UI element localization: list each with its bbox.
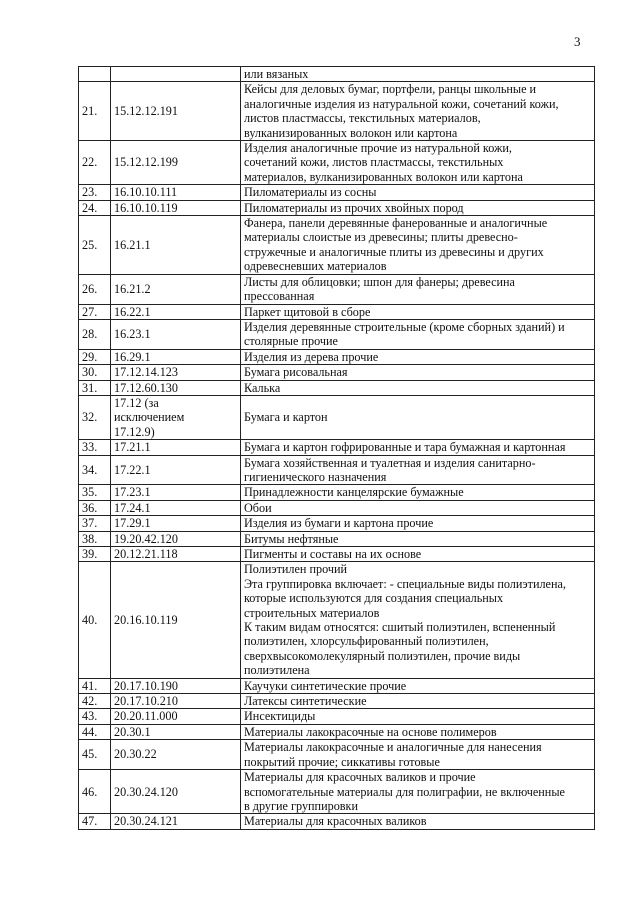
row-code: 17.23.1 <box>111 485 241 500</box>
row-number <box>79 67 111 82</box>
row-code: 17.22.1 <box>111 455 241 485</box>
table-row <box>79 304 595 319</box>
row-number: 25. <box>79 216 111 275</box>
row-code: 17.21.1 <box>111 440 241 455</box>
table-row <box>79 216 595 275</box>
row-number: 34. <box>79 455 111 485</box>
row-name: Бумага хозяйственная и туалетная и изделия санитарно- гигиенического назначения <box>241 455 595 485</box>
row-name: Пиломатериалы из прочих хвойных пород <box>241 200 595 215</box>
row-number: 36. <box>79 500 111 515</box>
row-number: 21. <box>79 82 111 141</box>
row-name: Бумага рисовальная <box>241 365 595 380</box>
table-row <box>79 531 595 546</box>
row-number: 44. <box>79 724 111 739</box>
row-name: Каучуки синтетические прочие <box>241 678 595 693</box>
row-number: 23. <box>79 185 111 200</box>
row-name: Фанера, панели деревянные фанерованные и аналогичные материалы слоистые из древесины; плиты древесно- стружечные и аналогичные плиты из древесины и других одревесневших материалов <box>241 216 595 275</box>
row-name: Бумага и картон гофрированные и тара бумажная и картонная <box>241 440 595 455</box>
row-code: 17.29.1 <box>111 516 241 531</box>
row-name: Материалы для красочных валиков и прочие вспомогательные материалы для полиграфии, не включенные в другие группировки <box>241 770 595 814</box>
table-row <box>79 485 595 500</box>
row-code: 20.17.10.190 <box>111 678 241 693</box>
row-code: 16.29.1 <box>111 349 241 364</box>
row-name: Пиломатериалы из сосны <box>241 185 595 200</box>
row-code: 20.12.21.118 <box>111 547 241 562</box>
row-number: 24. <box>79 200 111 215</box>
row-name: Латексы синтетические <box>241 694 595 709</box>
row-name: Инсектициды <box>241 709 595 724</box>
row-name: Полиэтилен прочий Эта группировка включает: - специальные виды полиэтилена, которые используются для создания специальных строительных материалов К таким видам относятся: сшитый полиэтилен, вспененный полиэтилен, хлорсульфированный полиэтилен, сверхвысокомолекулярный полиэтилен, прочие виды полиэтилена <box>241 562 595 678</box>
row-number: 39. <box>79 547 111 562</box>
table-row <box>79 67 595 82</box>
table-row <box>79 562 595 678</box>
row-number: 31. <box>79 380 111 395</box>
table-row <box>79 380 595 395</box>
row-code: 20.20.11.000 <box>111 709 241 724</box>
row-code: 20.30.1 <box>111 724 241 739</box>
row-number: 32. <box>79 395 111 439</box>
table-row <box>79 141 595 185</box>
row-code: 17.12.14.123 <box>111 365 241 380</box>
table-row <box>79 500 595 515</box>
row-name: Изделия деревянные строительные (кроме сборных зданий) и столярные прочие <box>241 319 595 349</box>
row-number: 38. <box>79 531 111 546</box>
table-row <box>79 349 595 364</box>
row-number: 47. <box>79 814 111 829</box>
table-row <box>79 740 595 770</box>
row-code: 16.23.1 <box>111 319 241 349</box>
products-table <box>78 66 595 830</box>
row-number: 46. <box>79 770 111 814</box>
row-code <box>111 67 241 82</box>
row-name: Битумы нефтяные <box>241 531 595 546</box>
products-table-body <box>79 67 595 830</box>
table-row <box>79 200 595 215</box>
row-code: 16.22.1 <box>111 304 241 319</box>
table-row <box>79 82 595 141</box>
row-number: 26. <box>79 274 111 304</box>
row-number: 43. <box>79 709 111 724</box>
row-name: Кейсы для деловых бумаг, портфели, ранцы школьные и аналогичные изделия из натуральной кожи, сочетаний кожи, листов пластмассы, текстильных материалов, вулканизированных волокон или картона <box>241 82 595 141</box>
row-name: Пигменты и составы на их основе <box>241 547 595 562</box>
table-row <box>79 440 595 455</box>
table-row <box>79 185 595 200</box>
table-row <box>79 395 595 439</box>
row-code: 17.12 (за исключением 17.12.9) <box>111 395 241 439</box>
row-number: 33. <box>79 440 111 455</box>
row-name: Материалы лакокрасочные на основе полимеров <box>241 724 595 739</box>
row-name: Изделия аналогичные прочие из натуральной кожи, сочетаний кожи, листов пластмассы, текстильных материалов, вулканизированных волокон или картона <box>241 141 595 185</box>
table-row <box>79 709 595 724</box>
row-code: 16.21.1 <box>111 216 241 275</box>
row-number: 37. <box>79 516 111 531</box>
row-name: или вязаных <box>241 67 595 82</box>
row-number: 28. <box>79 319 111 349</box>
row-number: 30. <box>79 365 111 380</box>
table-row <box>79 678 595 693</box>
row-number: 42. <box>79 694 111 709</box>
row-code: 16.10.10.111 <box>111 185 241 200</box>
row-number: 22. <box>79 141 111 185</box>
row-code: 19.20.42.120 <box>111 531 241 546</box>
row-name: Изделия из дерева прочие <box>241 349 595 364</box>
table-row <box>79 547 595 562</box>
row-code: 15.12.12.199 <box>111 141 241 185</box>
row-number: 27. <box>79 304 111 319</box>
row-number: 45. <box>79 740 111 770</box>
table-row <box>79 516 595 531</box>
row-code: 20.30.24.121 <box>111 814 241 829</box>
row-number: 40. <box>79 562 111 678</box>
row-code: 20.30.24.120 <box>111 770 241 814</box>
row-name: Бумага и картон <box>241 395 595 439</box>
row-code: 16.10.10.119 <box>111 200 241 215</box>
table-row <box>79 319 595 349</box>
table-row <box>79 724 595 739</box>
table-row <box>79 694 595 709</box>
row-name: Паркет щитовой в сборе <box>241 304 595 319</box>
row-code: 20.16.10.119 <box>111 562 241 678</box>
table-row <box>79 274 595 304</box>
row-number: 41. <box>79 678 111 693</box>
row-number: 35. <box>79 485 111 500</box>
row-name: Обои <box>241 500 595 515</box>
row-name: Изделия из бумаги и картона прочие <box>241 516 595 531</box>
row-name: Калька <box>241 380 595 395</box>
table-row <box>79 814 595 829</box>
row-name: Материалы лакокрасочные и аналогичные для нанесения покрытий прочие; сиккативы готовые <box>241 740 595 770</box>
row-name: Материалы для красочных валиков <box>241 814 595 829</box>
table-row <box>79 770 595 814</box>
row-code: 20.17.10.210 <box>111 694 241 709</box>
row-name: Принадлежности канцелярские бумажные <box>241 485 595 500</box>
row-code: 16.21.2 <box>111 274 241 304</box>
table-row <box>79 455 595 485</box>
row-number: 29. <box>79 349 111 364</box>
table-row <box>79 365 595 380</box>
row-code: 20.30.22 <box>111 740 241 770</box>
row-code: 17.24.1 <box>111 500 241 515</box>
row-code: 15.12.12.191 <box>111 82 241 141</box>
page-number: 3 <box>574 34 581 49</box>
row-code: 17.12.60.130 <box>111 380 241 395</box>
row-name: Листы для облицовки; шпон для фанеры; древесина прессованная <box>241 274 595 304</box>
